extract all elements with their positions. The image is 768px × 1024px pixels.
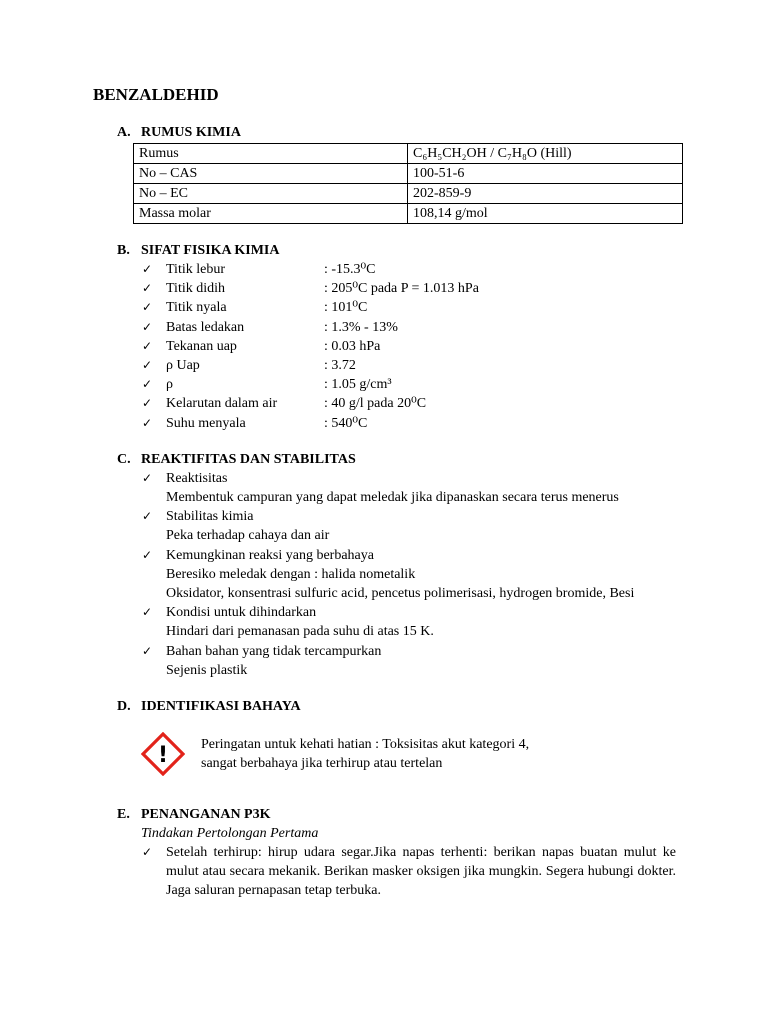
property-value: : 0.03 hPa xyxy=(324,338,381,354)
checkmark-icon: ✓ xyxy=(142,509,153,524)
item-label: Bahan bahan yang tidak tercampurkan xyxy=(166,643,382,659)
checkmark-icon: ✓ xyxy=(142,338,153,353)
property-value: : 540⁰C xyxy=(324,415,368,431)
property-value: : 40 g/l pada 20⁰C xyxy=(324,396,427,412)
section-title: IDENTIFIKASI BAHAYA xyxy=(141,699,301,715)
checkmark-icon: ✓ xyxy=(142,470,153,485)
checkmark-icon: ✓ xyxy=(142,358,153,373)
item-label: Stabilitas kimia xyxy=(166,509,254,525)
table-value: 108,14 g/mol xyxy=(408,204,683,224)
list-item xyxy=(142,260,683,279)
warning-line: Peringatan untuk kehati hatian : Toksisitas akut kategori 4, xyxy=(201,737,530,753)
table-row xyxy=(134,144,683,164)
list-item xyxy=(142,546,683,604)
section-letter: D. xyxy=(117,699,131,715)
section-a-heading xyxy=(117,124,683,142)
list-item xyxy=(142,603,683,641)
property-label: Suhu menyala xyxy=(166,415,246,431)
item-detail: Peka terhadap cahaya dan air xyxy=(166,528,330,544)
section-letter: A. xyxy=(117,125,131,140)
checkmark-icon: ✓ xyxy=(142,547,153,562)
section-rumus-kimia xyxy=(93,124,683,224)
list-item xyxy=(142,414,683,433)
table-value: 202-859-9 xyxy=(408,184,683,204)
hazard-glyph: ! xyxy=(157,743,169,769)
property-value: : 1.3% - 13% xyxy=(324,319,398,335)
property-value: : 3.72 xyxy=(324,358,356,374)
section-penanganan-p3k xyxy=(93,806,683,901)
checkmark-icon: ✓ xyxy=(142,396,153,411)
item-label: Kondisi untuk dihindarkan xyxy=(166,605,317,621)
section-title: SIFAT FISIKA KIMIA xyxy=(141,243,280,258)
list-item xyxy=(142,298,683,317)
section-letter: B. xyxy=(117,243,130,258)
property-value: : 205⁰C pada P = 1.013 hPa xyxy=(324,281,479,297)
property-list xyxy=(142,260,683,433)
section-title: REAKTIFITAS DAN STABILITAS xyxy=(141,451,356,467)
item-detail: Beresiko meledak dengan : halida nometalik xyxy=(166,566,416,582)
table-row xyxy=(134,204,683,224)
property-label: Kelarutan dalam air xyxy=(166,396,278,412)
checkmark-icon: ✓ xyxy=(142,377,153,392)
property-label: Batas ledakan xyxy=(166,319,245,335)
section-reaktifitas xyxy=(93,451,683,680)
hazard-diamond xyxy=(141,732,185,776)
section-letter: E. xyxy=(117,807,130,823)
property-label: Titik didih xyxy=(166,281,226,297)
section-d-heading xyxy=(117,698,683,716)
list-item xyxy=(142,318,683,337)
list-item xyxy=(142,279,683,298)
property-value: : -15.3⁰C xyxy=(324,262,376,277)
property-label: Titik lebur xyxy=(166,262,225,277)
item-label: Reaktisitas xyxy=(166,470,228,486)
checkmark-icon: ✓ xyxy=(142,845,153,860)
list-item xyxy=(142,843,683,901)
first-aid-list xyxy=(142,843,683,901)
property-label: ρ xyxy=(166,377,173,393)
list-item xyxy=(142,375,683,394)
property-label: Titik nyala xyxy=(166,300,227,316)
table-row xyxy=(134,164,683,184)
property-label: ρ Uap xyxy=(166,358,200,374)
section-sifat-fisika xyxy=(93,242,683,433)
list-item xyxy=(142,507,683,545)
section-title: PENANGANAN P3K xyxy=(141,807,271,823)
section-letter: C. xyxy=(117,451,131,467)
formula-table xyxy=(133,143,683,224)
reactivity-list xyxy=(142,469,683,680)
section-title: RUMUS KIMIA xyxy=(141,125,241,140)
warning-line: sangat berbahaya jika terhirup atau tertelan xyxy=(201,756,443,772)
list-item xyxy=(142,642,683,680)
checkmark-icon: ✓ xyxy=(142,415,153,430)
first-aid-text: Setelah terhirup: hirup udara segar.Jika napas terhenti: berikan napas buatan mulut ke mulut atau secara mekanik. Berikan masker oksigen jika mungkin. Segera hubungi dokter. Jaga saluran pernapasan tetap terbuka. xyxy=(166,845,676,899)
checkmark-icon: ✓ xyxy=(142,605,153,620)
ghs-exclamation-hazard-icon xyxy=(141,732,185,776)
checkmark-icon: ✓ xyxy=(142,643,153,658)
item-detail: Membentuk campuran yang dapat meledak jika dipanaskan secara terus menerus xyxy=(166,490,619,506)
table-row xyxy=(134,184,683,204)
item-label: Kemungkinan reaksi yang berbahaya xyxy=(166,547,374,563)
table-key: No – EC xyxy=(134,184,408,204)
table-value: 100-51-6 xyxy=(408,164,683,184)
table-key: Massa molar xyxy=(134,204,408,224)
section-c-heading xyxy=(117,451,683,469)
document-title: BENZALDEHID xyxy=(93,85,219,104)
section-e-heading xyxy=(117,806,683,824)
hazard-warning xyxy=(201,735,529,773)
item-detail: Hindari dari pemanasan pada suhu di atas 15 K. xyxy=(166,624,434,640)
item-detail: Oksidator, konsentrasi sulfuric acid, pencetus polimerisasi, hydrogen bromide, Besi xyxy=(166,586,635,602)
document xyxy=(93,85,683,919)
checkmark-icon: ✓ xyxy=(142,262,153,276)
hazard-block xyxy=(141,732,683,776)
property-value: : 1.05 g/cm³ xyxy=(324,377,392,393)
section-b-heading xyxy=(117,242,683,260)
property-label: Tekanan uap xyxy=(166,338,237,354)
checkmark-icon: ✓ xyxy=(142,281,153,296)
property-value: : 101⁰C xyxy=(324,300,368,316)
item-detail: Sejenis plastik xyxy=(166,662,248,678)
checkmark-icon: ✓ xyxy=(142,300,153,315)
checkmark-icon: ✓ xyxy=(142,319,153,334)
table-key: Rumus xyxy=(134,144,408,164)
list-item xyxy=(142,356,683,375)
list-item xyxy=(142,469,683,507)
section-identifikasi-bahaya xyxy=(93,698,683,776)
list-item xyxy=(142,337,683,356)
table-key: No – CAS xyxy=(134,164,408,184)
section-subtitle: Tindakan Pertolongan Pertama xyxy=(141,826,319,842)
table-value: C₆H₅CH₂OH / C₇H₈O (Hill) xyxy=(408,144,683,164)
list-item xyxy=(142,394,683,413)
